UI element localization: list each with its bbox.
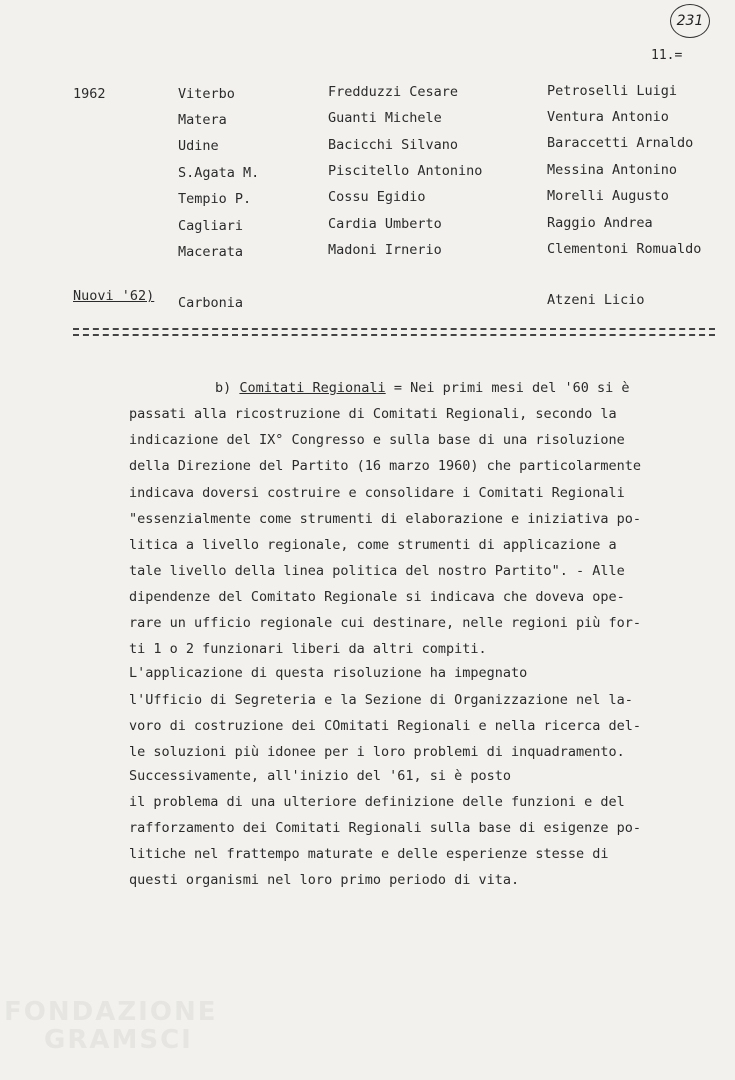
paragraph-line: L'applicazione di questa risoluzione ha impegnato: [129, 665, 528, 681]
table-cell-new: Baraccetti Arnaldo: [547, 135, 694, 151]
paragraph-line: rafforzamento dei Comitati Regionali sulla base di esigenze po-: [129, 820, 642, 836]
paragraph-line: passati alla ricostruzione di Comitati Regionali, secondo la: [129, 406, 617, 422]
section-heading-suffix: = Nei primi mesi del '60 si è: [385, 380, 630, 396]
table-cell-city: Matera: [178, 112, 227, 128]
table-cell-old: Cossu Egidio: [328, 189, 426, 205]
table-cell-old: Bacicchi Silvano: [328, 137, 459, 153]
table-cell-city: Tempio P.: [178, 191, 252, 207]
table-cell-city: Viterbo: [178, 86, 235, 102]
table-cell-city: Udine: [178, 138, 219, 154]
archive-watermark: [4, 998, 217, 1054]
paragraph-line: indicazione del IX° Congresso e sulla base di una risoluzione: [129, 432, 625, 448]
watermark-line-2: GRAMSCI: [44, 1025, 193, 1055]
nuovi-name: Atzeni Licio: [547, 292, 645, 308]
paragraph-line: della Direzione del Partito (16 marzo 1960) che particolarmente: [129, 458, 642, 474]
paragraph-line: "essenzialmente come strumenti di elaborazione e iniziativa po-: [129, 511, 642, 527]
paragraph-line: le soluzioni più idonee per i loro problemi di inquadramento.: [129, 744, 625, 760]
paragraph-line: il problema di una ulteriore definizione delle funzioni e del: [129, 794, 625, 810]
archive-stamp: 231: [670, 4, 710, 38]
table-cell-old: Cardia Umberto: [328, 216, 442, 232]
paragraph-line: voro di costruzione dei COmitati Regionali e nella ricerca del-: [129, 718, 642, 734]
nuovi-label: Nuovi '62): [73, 288, 155, 304]
table-cell-old: Piscitello Antonino: [328, 163, 483, 179]
paragraph-line: litica a livello regionale, come strumenti di applicazione a: [129, 537, 617, 553]
table-cell-new: Ventura Antonio: [547, 109, 669, 125]
year-label: 1962: [73, 86, 106, 102]
watermark-line-1: FONDAZIONE: [4, 997, 218, 1027]
table-cell-old: Fredduzzi Cesare: [328, 84, 459, 100]
paragraph-line: rare un ufficio regionale cui destinare, nelle regioni più for-: [129, 615, 642, 631]
nuovi-city: Carbonia: [178, 295, 244, 311]
paragraph-line: Successivamente, all'inizio del '61, si è posto: [129, 768, 512, 784]
table-cell-city: S.Agata M.: [178, 165, 260, 181]
section-heading: Comitati Regionali: [239, 380, 386, 396]
table-cell-new: Raggio Andrea: [547, 215, 653, 231]
table-cell-old: Guanti Michele: [328, 110, 442, 126]
paragraph-line: indicava doversi costruire e consolidare i Comitati Regionali: [129, 485, 625, 501]
page-number: 11.=: [651, 48, 683, 63]
table-cell-new: Petroselli Luigi: [547, 83, 678, 99]
paragraph-line: dipendenze del Comitato Regionale si indicava che doveva ope-: [129, 589, 625, 605]
table-cell-old: Madoni Irnerio: [328, 242, 442, 258]
paragraph-line: ti 1 o 2 funzionari liberi da altri compiti.: [129, 641, 487, 657]
table-cell-new: Messina Antonino: [547, 162, 678, 178]
table-cell-new: Morelli Augusto: [547, 188, 669, 204]
table-cell-city: Cagliari: [178, 218, 244, 234]
section-divider: [73, 328, 715, 336]
table-cell-city: Macerata: [178, 244, 244, 260]
paragraph-line: tale livello della linea politica del nostro Partito". - Alle: [129, 563, 625, 579]
paragraph-line: questi organismi nel loro primo periodo di vita.: [129, 872, 520, 888]
table-cell-new: Clementoni Romualdo: [547, 241, 702, 257]
section-prefix: b): [215, 380, 240, 396]
paragraph-line: l'Ufficio di Segreteria e la Sezione di Organizzazione nel la-: [129, 692, 633, 708]
paragraph-line: litiche nel frattempo maturate e delle esperienze stesse di: [129, 846, 609, 862]
section-heading-line: [215, 380, 630, 396]
